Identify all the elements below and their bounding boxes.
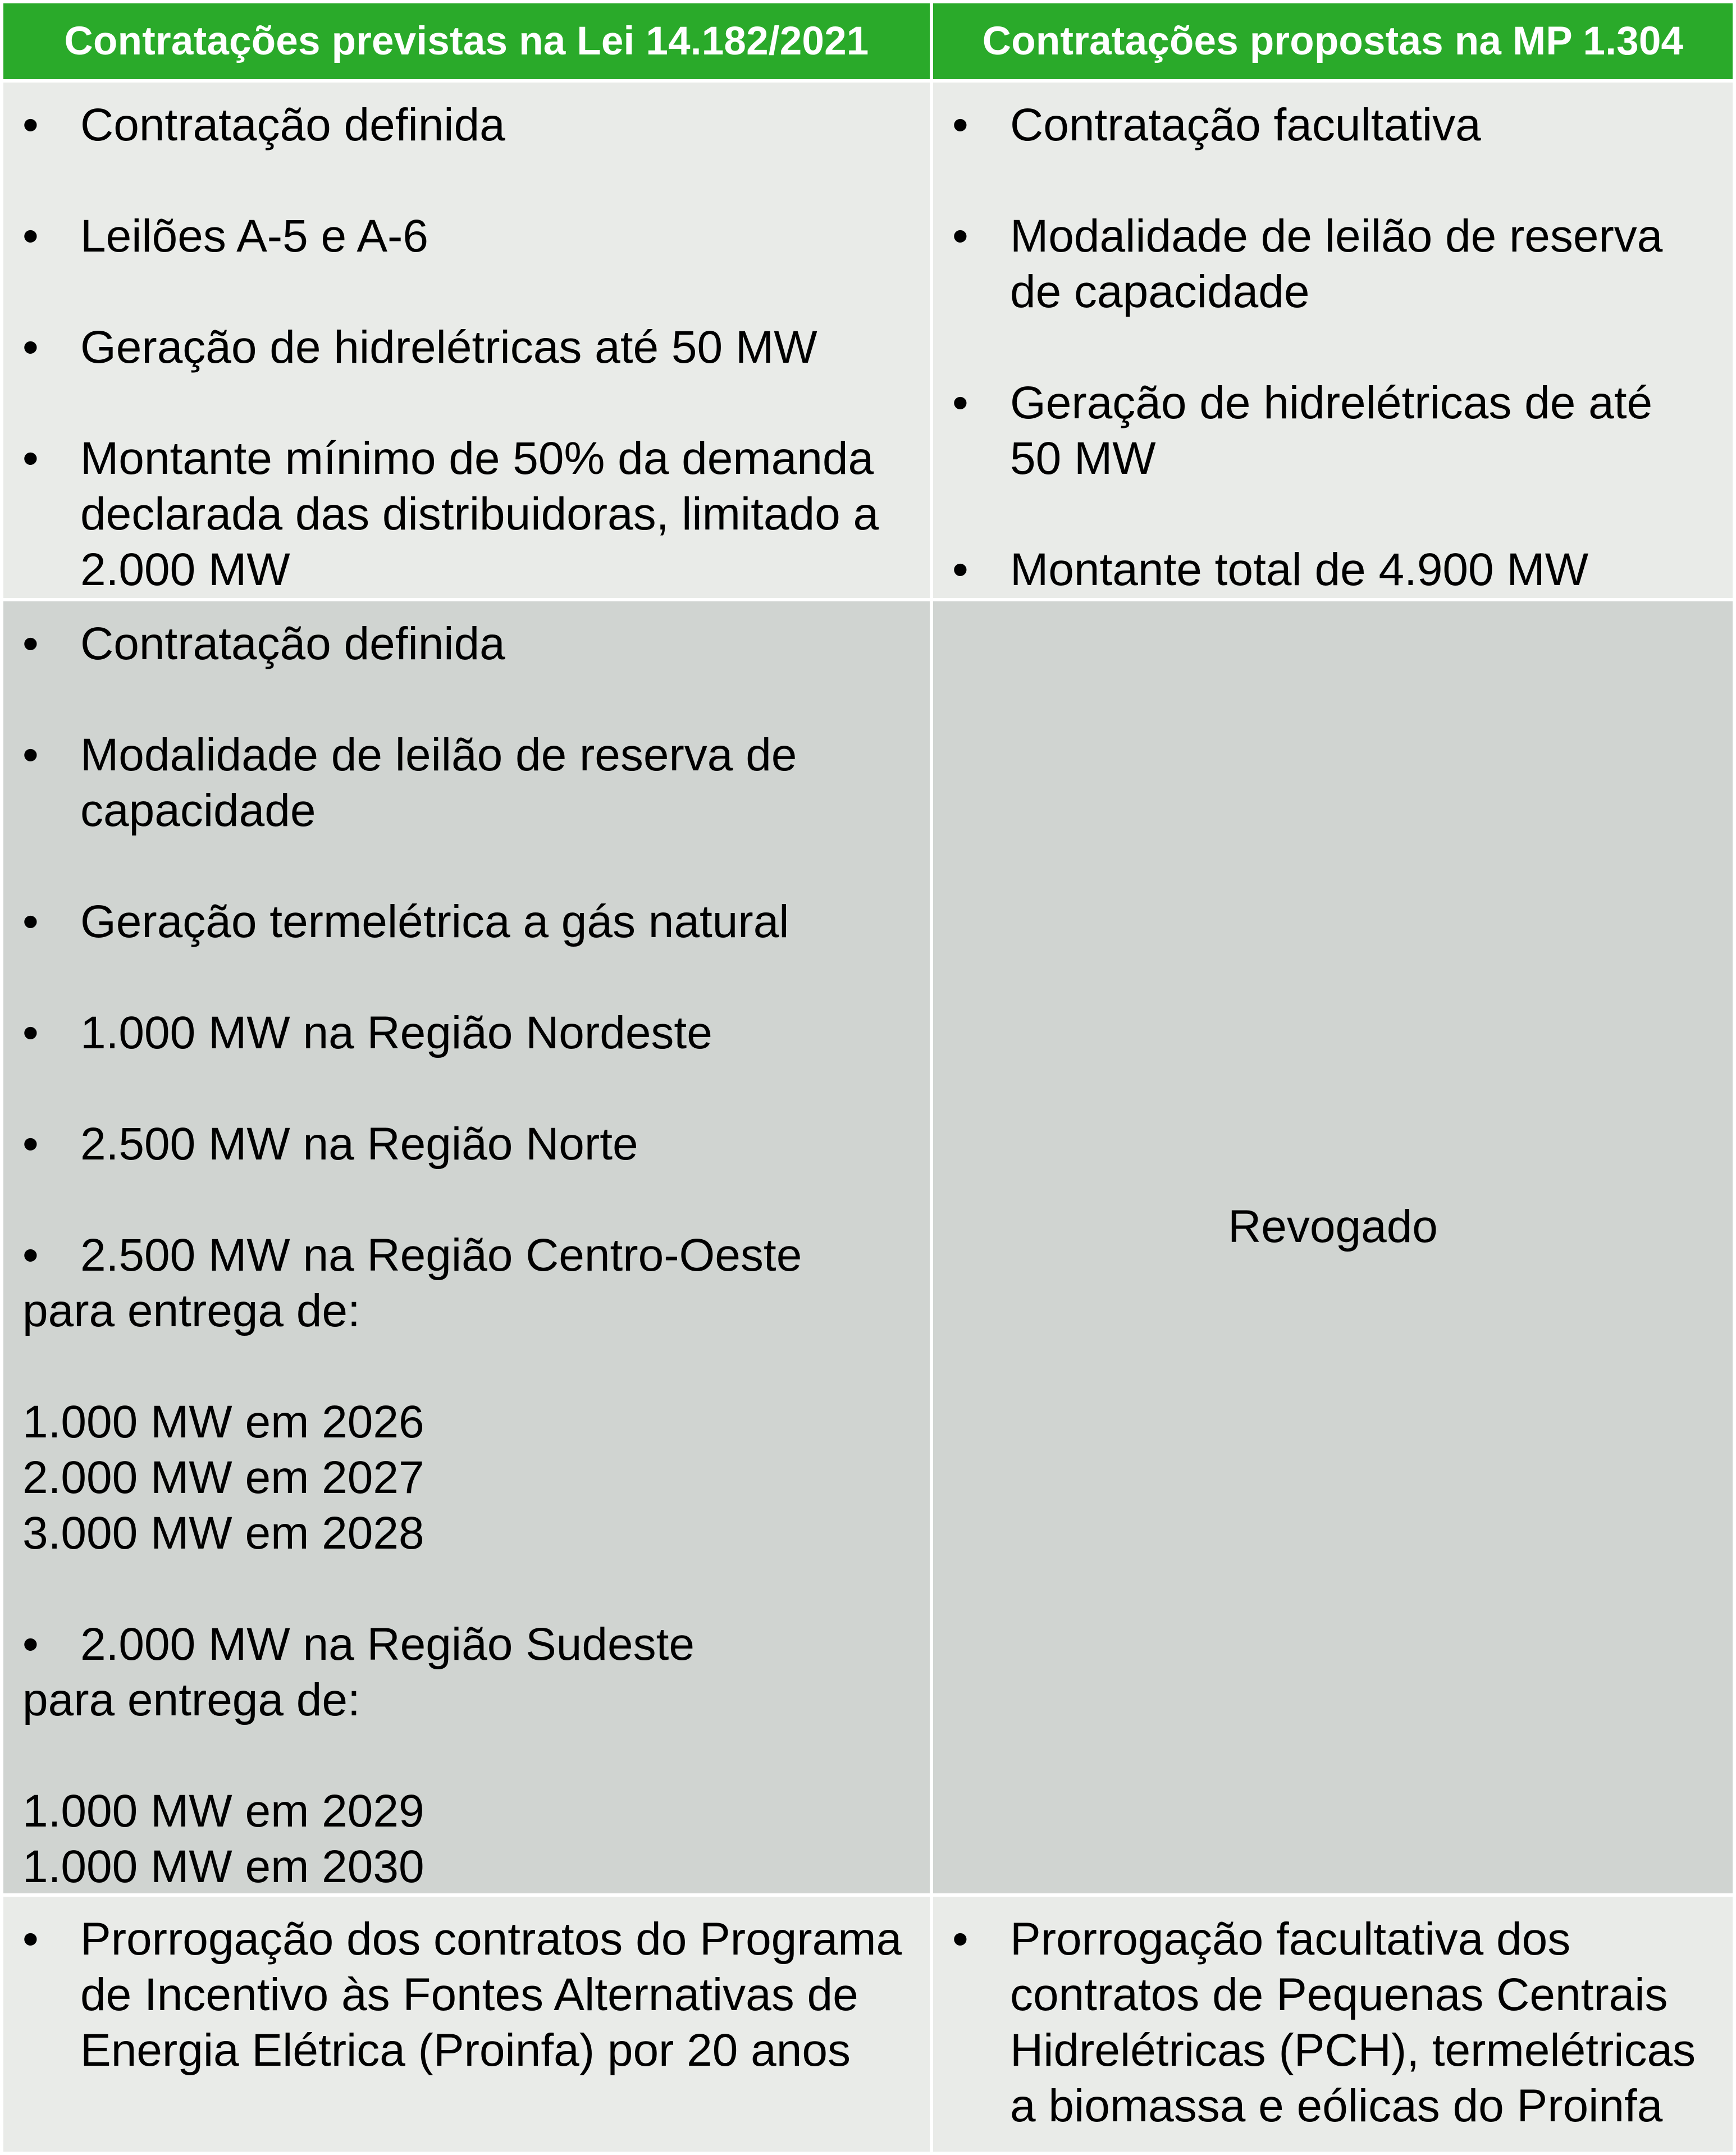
bullet-icon: • [22,322,39,373]
list-item: • Modalidade de leilão de reserva de capacidade [933,208,1733,319]
row2-left-cell [0,598,930,1893]
list-item: • Prorrogação facultativa dos contratos de Pequenas Centrais Hidrelétricas (PCH), termelétricas a biomassa e eólicas do Proinfa [933,1911,1733,2134]
list-item: • Geração de hidrelétricas até 50 MW [3,319,930,375]
list-item: • Contratação definida [3,616,930,672]
list-item: • Contratação facultativa [933,97,1733,153]
list-item: • Montante total de 4.900 MW [933,542,1733,597]
row3-right-cell [930,1893,1736,2155]
bullet-icon: • [22,1230,39,1281]
header-right [930,0,1736,79]
bullet-icon: • [22,433,39,484]
header-right-label: Contratações propostas na MP 1.304 [982,19,1684,63]
revoked-label: Revogado [1228,1201,1438,1252]
bullet-icon: • [952,377,968,428]
bullet-icon: • [952,1914,968,1965]
delivery-schedule: 1.000 MW em 2026 2.000 MW em 2027 3.000 MW em 2028 [22,1396,424,1559]
bullet-icon: • [952,211,968,262]
list-item: • Geração de hidrelétricas de até 50 MW [933,375,1733,486]
list-item: • Montante mínimo de 50% da demanda declarada das distribuidoras, limitado a 2.000 MW [3,431,930,597]
bullet-icon: • [22,99,39,150]
bullet-icon: • [22,896,39,947]
row1-right-list [933,97,1733,597]
delivery-label: para entrega de: [22,1285,360,1336]
list-item: • Geração termelétrica a gás natural [3,894,930,949]
bullet-icon: • [22,211,39,262]
list-item: • 2.500 MW na Região Centro-Oeste [3,1227,930,1283]
row2-left-list-sudeste [3,1617,930,1672]
list-item: • Contratação definida [3,97,930,153]
list-item: • Prorrogação dos contratos do Programa de Incentivo às Fontes Alternativas de Energia Elétrica (Proinfa) por 20 anos [3,1911,930,2078]
row3-left-cell [0,1893,930,2155]
row2-left-content [3,616,930,1893]
row1-left-cell [0,79,930,598]
header-left [0,0,930,79]
bullet-icon: • [22,729,39,780]
bullet-icon: • [22,618,39,669]
bullet-icon: • [952,544,968,595]
row3-left-list [3,1911,930,2078]
list-item: • 2.500 MW na Região Norte [3,1116,930,1172]
row3-right-list [933,1911,1733,2134]
row1-right-cell [930,79,1736,598]
delivery-label: para entrega de: [22,1674,360,1725]
bullet-icon: • [22,1007,39,1058]
list-item: • 2.000 MW na Região Sudeste [3,1617,930,1672]
list-item: • 1.000 MW na Região Nordeste [3,1005,930,1061]
delivery-schedule: 1.000 MW em 2029 1.000 MW em 2030 [22,1786,424,1892]
row2-right-cell [930,598,1736,1893]
row2-left-list [3,616,930,1283]
list-item: • Leilões A-5 e A-6 [3,208,930,264]
bullet-icon: • [22,1619,39,1670]
row1-left-list [3,97,930,597]
bullet-icon: • [952,99,968,150]
bullet-icon: • [22,1914,39,1965]
list-item: • Modalidade de leilão de reserva de capacidade [3,727,930,838]
bullet-icon: • [22,1118,39,1170]
header-left-label: Contratações previstas na Lei 14.182/2021 [64,19,869,63]
